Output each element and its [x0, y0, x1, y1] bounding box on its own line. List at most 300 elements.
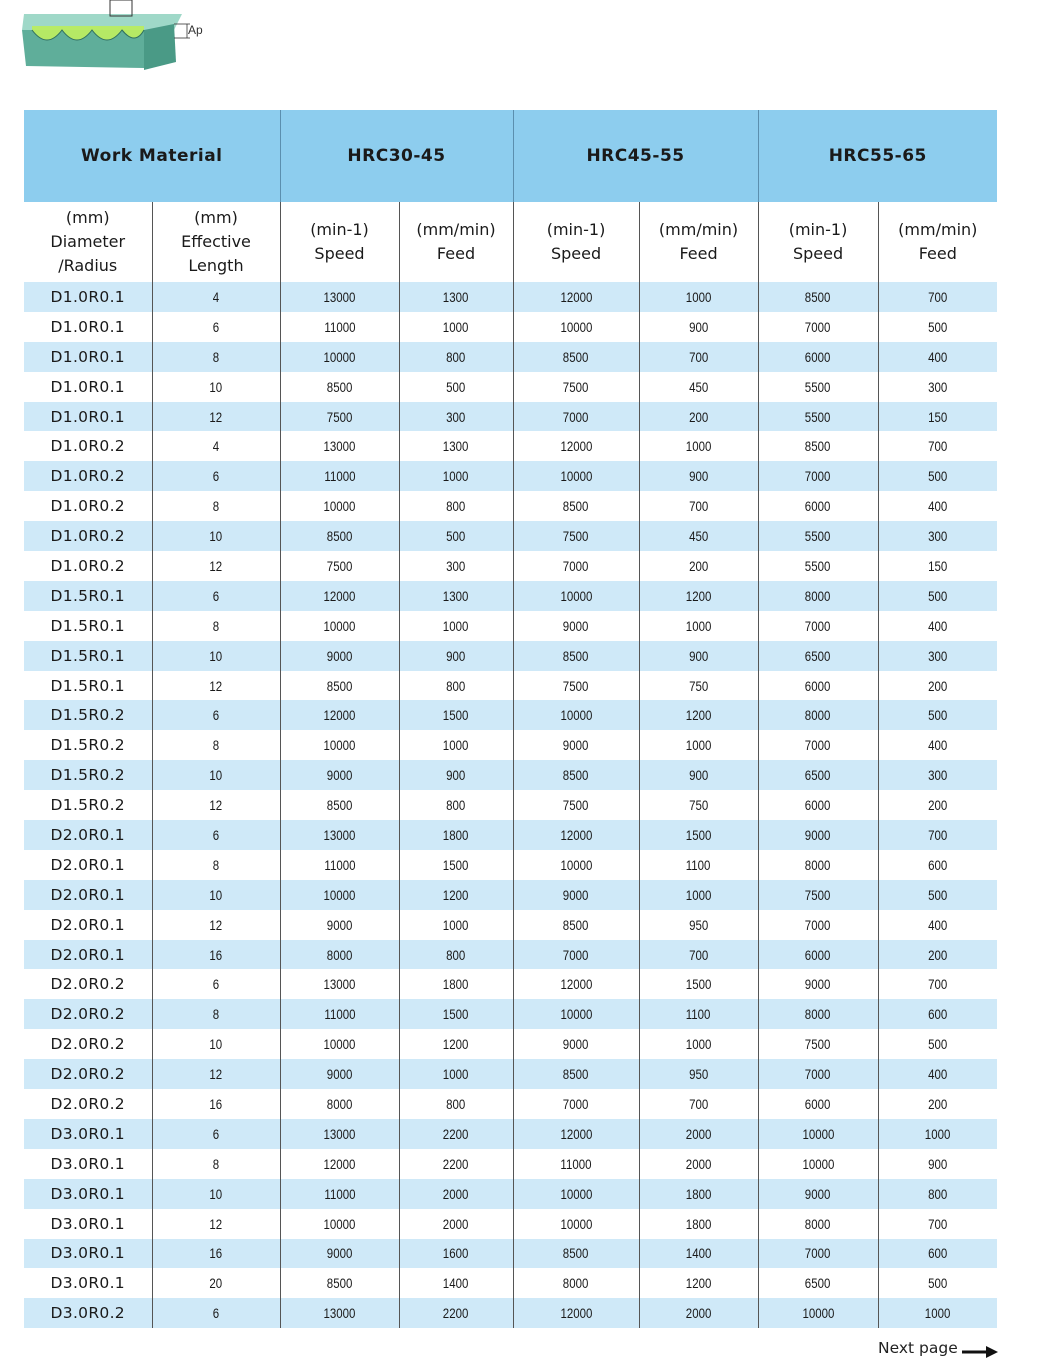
speed-cell: 8500 — [280, 521, 399, 551]
feed-cell: 2000 — [399, 1179, 513, 1209]
feed-cell: 900 — [639, 760, 758, 790]
feed-cell: 700 — [639, 342, 758, 372]
speed-cell: 9000 — [280, 1059, 399, 1089]
feed-cell: 2000 — [399, 1209, 513, 1239]
feed-cell: 1400 — [639, 1239, 758, 1269]
table-row — [24, 1059, 997, 1089]
speed-cell: 8000 — [758, 700, 878, 730]
feed-cell: 800 — [399, 1089, 513, 1119]
diameter-radius-cell: D1.0R0.2 — [24, 551, 152, 581]
speed-cell: 6000 — [758, 491, 878, 521]
feed-cell: 1000 — [399, 461, 513, 491]
effective-length-cell: 6 — [152, 461, 280, 491]
diameter-radius-cell: D2.0R0.2 — [24, 999, 152, 1029]
speed-cell: 7000 — [758, 730, 878, 760]
diameter-radius-cell: D1.5R0.2 — [24, 790, 152, 820]
diameter-radius-cell: D2.0R0.1 — [24, 820, 152, 850]
speed-cell: 7500 — [280, 402, 399, 432]
diameter-radius-cell: D1.5R0.1 — [24, 671, 152, 701]
diameter-radius-cell: D2.0R0.1 — [24, 940, 152, 970]
speed-cell: 8500 — [280, 1268, 399, 1298]
feed-cell: 1000 — [639, 730, 758, 760]
feed-cell: 1600 — [399, 1239, 513, 1269]
feed-cell: 500 — [878, 312, 997, 342]
feed-cell: 1200 — [399, 1029, 513, 1059]
speed-cell: 7500 — [513, 521, 639, 551]
speed-cell: 6000 — [758, 790, 878, 820]
speed-cell: 5500 — [758, 402, 878, 432]
feed-cell: 2000 — [639, 1298, 758, 1328]
diameter-radius-cell: D2.0R0.1 — [24, 910, 152, 940]
next-page-label: Next page — [878, 1339, 958, 1357]
feed-cell: 400 — [878, 910, 997, 940]
effective-length-cell: 4 — [152, 431, 280, 461]
effective-length-header: (mm) Effective Length — [152, 202, 280, 282]
feed-cell: 1300 — [399, 282, 513, 312]
speed-cell: 8500 — [280, 372, 399, 402]
speed-cell: 6000 — [758, 671, 878, 701]
subheader-row — [24, 202, 997, 282]
effective-length-cell: 10 — [152, 1179, 280, 1209]
speed-cell: 7500 — [280, 551, 399, 581]
diameter-radius-cell: D1.0R0.2 — [24, 491, 152, 521]
speed-cell: 6500 — [758, 1268, 878, 1298]
effective-length-cell: 6 — [152, 820, 280, 850]
diameter-radius-header: (mm) Diameter /Radius — [24, 202, 152, 282]
feed-cell: 300 — [399, 551, 513, 581]
feed-cell: 900 — [399, 760, 513, 790]
table-row — [24, 461, 997, 491]
feed-cell: 500 — [399, 372, 513, 402]
speed-cell: 9000 — [280, 760, 399, 790]
effective-length-cell: 10 — [152, 760, 280, 790]
speed-cell: 5500 — [758, 521, 878, 551]
diameter-radius-cell: D1.0R0.2 — [24, 521, 152, 551]
feed-header: (mm/min) Feed — [878, 202, 997, 282]
diameter-radius-cell: D1.0R0.2 — [24, 431, 152, 461]
feed-cell: 400 — [878, 491, 997, 521]
diameter-radius-cell: D3.0R0.1 — [24, 1119, 152, 1149]
diameter-radius-cell: D2.0R0.2 — [24, 1089, 152, 1119]
feed-cell: 200 — [878, 790, 997, 820]
effective-length-cell: 8 — [152, 491, 280, 521]
speed-cell: 9000 — [513, 730, 639, 760]
speed-cell: 10000 — [513, 700, 639, 730]
speed-cell: 10000 — [280, 1209, 399, 1239]
feed-cell: 1500 — [399, 700, 513, 730]
effective-length-cell: 6 — [152, 581, 280, 611]
speed-cell: 10000 — [758, 1119, 878, 1149]
speed-cell: 10000 — [280, 342, 399, 372]
feed-cell: 700 — [639, 940, 758, 970]
table-row — [24, 641, 997, 671]
speed-cell: 8000 — [280, 1089, 399, 1119]
diameter-radius-cell: D1.0R0.1 — [24, 372, 152, 402]
ap-label: Ap — [188, 23, 203, 37]
speed-cell: 9000 — [758, 1179, 878, 1209]
feed-cell: 1000 — [399, 1059, 513, 1089]
effective-length-cell: 12 — [152, 910, 280, 940]
effective-length-cell: 10 — [152, 521, 280, 551]
speed-cell: 8500 — [513, 491, 639, 521]
speed-cell: 8500 — [280, 790, 399, 820]
feed-cell: 200 — [878, 671, 997, 701]
feed-cell: 1800 — [639, 1179, 758, 1209]
table-row — [24, 282, 997, 312]
effective-length-cell: 16 — [152, 1239, 280, 1269]
feed-cell: 450 — [639, 521, 758, 551]
feed-cell: 1800 — [399, 820, 513, 850]
arrow-right-icon — [962, 1346, 998, 1358]
speed-cell: 13000 — [280, 1298, 399, 1328]
feed-cell: 700 — [878, 969, 997, 999]
feed-cell: 900 — [639, 641, 758, 671]
feed-cell: 500 — [878, 581, 997, 611]
speed-cell: 12000 — [513, 1119, 639, 1149]
diameter-radius-cell: D1.0R0.2 — [24, 461, 152, 491]
table-row — [24, 880, 997, 910]
speed-cell: 7500 — [513, 372, 639, 402]
speed-cell: 12000 — [280, 700, 399, 730]
speed-cell: 6000 — [758, 1089, 878, 1119]
header-row — [24, 110, 997, 202]
table-row — [24, 850, 997, 880]
effective-length-cell: 6 — [152, 312, 280, 342]
diameter-radius-cell: D1.0R0.1 — [24, 402, 152, 432]
speed-cell: 8500 — [280, 671, 399, 701]
effective-length-cell: 6 — [152, 969, 280, 999]
diameter-radius-cell: D2.0R0.2 — [24, 1029, 152, 1059]
table-row — [24, 1209, 997, 1239]
speed-cell: 7000 — [513, 402, 639, 432]
group-header-hrc55-65: HRC55-65 — [758, 110, 997, 202]
feed-cell: 1000 — [399, 312, 513, 342]
effective-length-cell: 16 — [152, 940, 280, 970]
table-row — [24, 372, 997, 402]
group-header-hrc30-45: HRC30-45 — [280, 110, 513, 202]
speed-cell: 6500 — [758, 641, 878, 671]
feed-cell: 400 — [878, 611, 997, 641]
speed-cell: 7500 — [758, 1029, 878, 1059]
effective-length-cell: 8 — [152, 611, 280, 641]
table-row — [24, 431, 997, 461]
feed-cell: 800 — [399, 491, 513, 521]
table-row — [24, 491, 997, 521]
feed-cell: 300 — [878, 372, 997, 402]
feed-cell: 200 — [639, 551, 758, 581]
speed-cell: 10000 — [513, 1209, 639, 1239]
speed-cell: 9000 — [280, 910, 399, 940]
feed-cell: 300 — [878, 760, 997, 790]
feed-cell: 500 — [399, 521, 513, 551]
speed-cell: 7000 — [758, 910, 878, 940]
effective-length-cell: 12 — [152, 402, 280, 432]
speed-cell: 8500 — [513, 760, 639, 790]
speed-cell: 10000 — [280, 611, 399, 641]
feed-cell: 150 — [878, 551, 997, 581]
feed-cell: 600 — [878, 850, 997, 880]
feed-cell: 950 — [639, 1059, 758, 1089]
feed-cell: 900 — [878, 1149, 997, 1179]
feed-cell: 1000 — [399, 611, 513, 641]
feed-cell: 1000 — [399, 910, 513, 940]
speed-cell: 8000 — [758, 999, 878, 1029]
diameter-radius-cell: D2.0R0.1 — [24, 880, 152, 910]
speed-cell: 7000 — [513, 940, 639, 970]
speed-cell: 13000 — [280, 282, 399, 312]
feed-cell: 1300 — [399, 581, 513, 611]
effective-length-cell: 8 — [152, 999, 280, 1029]
speed-header: (min-1) Speed — [758, 202, 878, 282]
speed-cell: 9000 — [758, 969, 878, 999]
effective-length-cell: 12 — [152, 790, 280, 820]
feed-cell: 300 — [878, 641, 997, 671]
speed-cell: 10000 — [280, 880, 399, 910]
speed-cell: 8000 — [513, 1268, 639, 1298]
speed-cell: 12000 — [513, 282, 639, 312]
speed-cell: 10000 — [513, 999, 639, 1029]
feed-cell: 800 — [399, 671, 513, 701]
effective-length-cell: 16 — [152, 1089, 280, 1119]
speed-cell: 10000 — [280, 1029, 399, 1059]
speed-cell: 13000 — [280, 431, 399, 461]
feed-cell: 1500 — [399, 999, 513, 1029]
feed-cell: 900 — [639, 312, 758, 342]
table-row — [24, 551, 997, 581]
feed-cell: 2000 — [639, 1149, 758, 1179]
table-row — [24, 999, 997, 1029]
effective-length-cell: 6 — [152, 1119, 280, 1149]
feed-cell: 500 — [878, 461, 997, 491]
feed-cell: 500 — [878, 1268, 997, 1298]
feed-cell: 1500 — [639, 969, 758, 999]
diameter-radius-cell: D2.0R0.1 — [24, 850, 152, 880]
speed-cell: 9000 — [513, 880, 639, 910]
feed-cell: 1000 — [639, 431, 758, 461]
speed-cell: 12000 — [280, 581, 399, 611]
speed-cell: 6500 — [758, 760, 878, 790]
feed-cell: 1000 — [639, 282, 758, 312]
feed-cell: 800 — [399, 790, 513, 820]
effective-length-cell: 12 — [152, 551, 280, 581]
table-row — [24, 342, 997, 372]
feed-cell: 2000 — [639, 1119, 758, 1149]
speed-cell: 7500 — [513, 790, 639, 820]
speed-cell: 9000 — [280, 641, 399, 671]
table-row — [24, 910, 997, 940]
speed-cell: 9000 — [280, 1239, 399, 1269]
table-row — [24, 1149, 997, 1179]
feed-cell: 600 — [878, 999, 997, 1029]
speed-cell: 11000 — [280, 461, 399, 491]
effective-length-cell: 10 — [152, 641, 280, 671]
speed-cell: 11000 — [280, 1179, 399, 1209]
diameter-radius-cell: D1.0R0.1 — [24, 282, 152, 312]
effective-length-cell: 12 — [152, 671, 280, 701]
feed-cell: 900 — [639, 461, 758, 491]
speed-cell: 7500 — [758, 880, 878, 910]
feed-cell: 700 — [639, 1089, 758, 1119]
speed-cell: 10000 — [758, 1149, 878, 1179]
table-row — [24, 730, 997, 760]
diameter-radius-cell: D3.0R0.1 — [24, 1179, 152, 1209]
feed-cell: 300 — [399, 402, 513, 432]
table-body — [24, 282, 997, 1328]
diameter-radius-cell: D3.0R0.1 — [24, 1268, 152, 1298]
diameter-radius-cell: D1.5R0.2 — [24, 700, 152, 730]
table-row — [24, 312, 997, 342]
feed-cell: 2200 — [399, 1149, 513, 1179]
feed-cell: 200 — [878, 1089, 997, 1119]
effective-length-cell: 20 — [152, 1268, 280, 1298]
table-row — [24, 581, 997, 611]
speed-cell: 7000 — [758, 312, 878, 342]
effective-length-cell: 8 — [152, 850, 280, 880]
diameter-radius-cell: D1.0R0.1 — [24, 342, 152, 372]
speed-cell: 8000 — [758, 1209, 878, 1239]
speed-cell: 5500 — [758, 372, 878, 402]
group-header-hrc45-55: HRC45-55 — [513, 110, 758, 202]
feed-cell: 700 — [639, 491, 758, 521]
diameter-radius-cell: D1.5R0.1 — [24, 611, 152, 641]
diameter-radius-cell: D3.0R0.2 — [24, 1298, 152, 1328]
table-row — [24, 760, 997, 790]
feed-cell: 800 — [399, 342, 513, 372]
speed-cell: 5500 — [758, 551, 878, 581]
diameter-radius-cell: D1.5R0.1 — [24, 581, 152, 611]
speed-cell: 7000 — [513, 1089, 639, 1119]
effective-length-cell: 10 — [152, 880, 280, 910]
speed-cell: 8500 — [513, 1239, 639, 1269]
effective-length-cell: 10 — [152, 1029, 280, 1059]
table-row — [24, 1179, 997, 1209]
feed-cell: 950 — [639, 910, 758, 940]
speed-cell: 6000 — [758, 940, 878, 970]
speed-cell: 8500 — [758, 282, 878, 312]
work-material-header: Work Material — [24, 110, 280, 202]
speed-cell: 10000 — [513, 581, 639, 611]
table-row — [24, 1089, 997, 1119]
speed-cell: 12000 — [513, 431, 639, 461]
speed-cell: 7000 — [758, 611, 878, 641]
feed-cell: 400 — [878, 730, 997, 760]
feed-cell: 200 — [639, 402, 758, 432]
table-row — [24, 402, 997, 432]
table-row — [24, 521, 997, 551]
effective-length-cell: 6 — [152, 1298, 280, 1328]
feed-cell: 700 — [878, 820, 997, 850]
speed-cell: 8000 — [758, 581, 878, 611]
speed-cell: 8500 — [513, 1059, 639, 1089]
table-row — [24, 820, 997, 850]
feed-header: (mm/min) Feed — [639, 202, 758, 282]
speed-cell: 12000 — [280, 1149, 399, 1179]
feed-cell: 1200 — [639, 700, 758, 730]
effective-length-cell: 8 — [152, 1149, 280, 1179]
diameter-radius-cell: D1.0R0.1 — [24, 312, 152, 342]
feed-cell: 1300 — [399, 431, 513, 461]
table-row — [24, 700, 997, 730]
speed-cell: 7000 — [758, 461, 878, 491]
feed-cell: 150 — [878, 402, 997, 432]
effective-length-cell: 4 — [152, 282, 280, 312]
feed-cell: 1800 — [399, 969, 513, 999]
feed-cell: 450 — [639, 372, 758, 402]
effective-length-cell: 6 — [152, 700, 280, 730]
feed-cell: 750 — [639, 790, 758, 820]
speed-cell: 12000 — [513, 1298, 639, 1328]
diameter-radius-cell: D2.0R0.2 — [24, 969, 152, 999]
speed-cell: 7000 — [513, 551, 639, 581]
effective-length-cell: 12 — [152, 1209, 280, 1239]
speed-cell: 12000 — [513, 969, 639, 999]
table-row — [24, 671, 997, 701]
speed-cell: 13000 — [280, 820, 399, 850]
feed-header: (mm/min) Feed — [399, 202, 513, 282]
feed-cell: 750 — [639, 671, 758, 701]
feed-cell: 1500 — [399, 850, 513, 880]
diameter-radius-cell: D1.5R0.2 — [24, 730, 152, 760]
speed-cell: 8000 — [758, 850, 878, 880]
table-row — [24, 1119, 997, 1149]
effective-length-cell: 12 — [152, 1059, 280, 1089]
feed-cell: 1000 — [878, 1119, 997, 1149]
speed-cell: 10000 — [280, 491, 399, 521]
effective-length-cell: 10 — [152, 372, 280, 402]
speed-cell: 10000 — [280, 730, 399, 760]
speed-cell: 7500 — [513, 671, 639, 701]
table-row — [24, 1029, 997, 1059]
speed-cell: 11000 — [280, 312, 399, 342]
feed-cell: 700 — [878, 431, 997, 461]
speed-cell: 10000 — [513, 850, 639, 880]
feed-cell: 2200 — [399, 1298, 513, 1328]
speed-cell: 11000 — [513, 1149, 639, 1179]
speed-cell: 10000 — [513, 312, 639, 342]
feed-cell: 800 — [399, 940, 513, 970]
speed-cell: 8500 — [513, 342, 639, 372]
speed-cell: 10000 — [758, 1298, 878, 1328]
diameter-radius-cell: D1.5R0.1 — [24, 641, 152, 671]
speed-cell: 7000 — [758, 1059, 878, 1089]
speed-cell: 7000 — [758, 1239, 878, 1269]
effective-length-cell: 8 — [152, 730, 280, 760]
feed-cell: 900 — [399, 641, 513, 671]
speed-cell: 13000 — [280, 1119, 399, 1149]
diameter-radius-cell: D1.5R0.2 — [24, 760, 152, 790]
feed-cell: 800 — [878, 1179, 997, 1209]
feed-cell: 1200 — [399, 880, 513, 910]
speed-header: (min-1) Speed — [280, 202, 399, 282]
speed-cell: 10000 — [513, 461, 639, 491]
speed-cell: 6000 — [758, 342, 878, 372]
table-row — [24, 1239, 997, 1269]
feed-cell: 300 — [878, 521, 997, 551]
effective-length-cell: 8 — [152, 342, 280, 372]
feed-cell: 1200 — [639, 1268, 758, 1298]
feed-cell: 1100 — [639, 850, 758, 880]
feed-cell: 700 — [878, 282, 997, 312]
speed-cell: 13000 — [280, 969, 399, 999]
feed-cell: 700 — [878, 1209, 997, 1239]
cutting-conditions-table — [24, 110, 997, 1328]
feed-cell: 400 — [878, 342, 997, 372]
feed-cell: 500 — [878, 880, 997, 910]
speed-cell: 11000 — [280, 999, 399, 1029]
cutting-diagram-illustration — [22, 0, 222, 75]
table-row — [24, 940, 997, 970]
speed-cell: 10000 — [513, 1179, 639, 1209]
